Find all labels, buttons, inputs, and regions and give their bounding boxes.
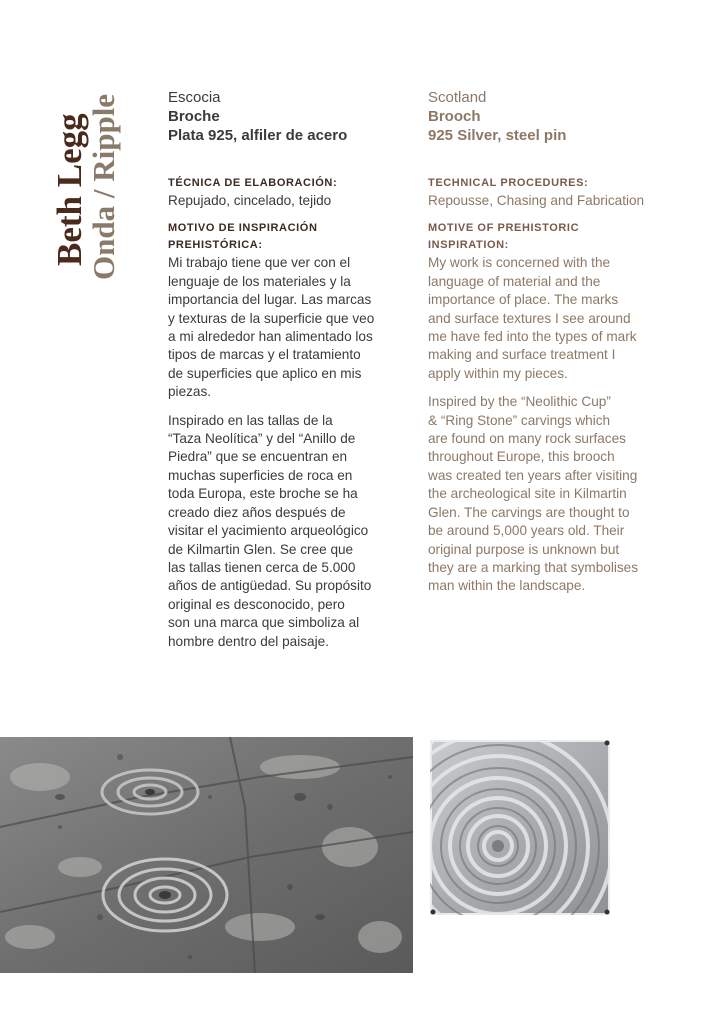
english-column [428,88,680,596]
text-line: son una marca que simboliza al [168,615,360,631]
motive-heading-es-1: MOTIVO DE INSPIRACIÓN [168,222,318,235]
text-line: creado diez años después de [168,504,346,520]
motive-heading-en-1: MOTIVE OF PREHISTORIC [428,222,580,235]
text-line: muchas superficies de roca en [168,467,353,483]
text-line: apply within my pieces. [428,365,568,381]
paragraph-en-2 [428,393,680,595]
text-line: Glen. The carvings are thought to [428,504,630,520]
text-line: man within the landscape. [428,578,586,594]
technique-en: Repousse, Chasing and Fabrication [428,193,645,208]
text-line: hombre dentro del paisaje. [168,633,329,649]
motive-heading-en-2: INSPIRATION: [428,239,509,252]
text-line: importance of place. The marks [428,292,619,308]
text-line: importancia del lugar. Las marcas [168,292,372,308]
text-line: original es desconocido, pero [168,596,345,612]
rock-carving-photo [0,737,413,973]
country-es: Escocia [168,89,221,106]
text-line: de Kilmartin Glen. Se cree que [168,541,354,557]
text-line: Inspirado en las tallas de la [168,412,333,428]
text-line: they are a marking that symbolises [428,559,639,575]
text-line: & “Ring Stone” carvings which [428,412,611,428]
vertical-title [48,86,122,286]
text-line: was created ten years after visiting [428,467,638,483]
text-line: Piedra” que se encuentran en [168,449,348,465]
text-line: making and surface treatment I [428,347,616,363]
text-line: language of material and the [428,273,601,289]
product-es: Broche [168,108,220,125]
material-es: Plata 925, alfiler de acero [168,127,348,144]
text-line: a mi alrededor han alimentado los [168,329,373,345]
text-line: original purpose is unknown but [428,541,620,557]
text-line: “Taza Neolítica” y del “Anillo de [168,431,356,447]
spanish-column [168,88,404,651]
paragraph-es-1 [168,254,404,401]
motive-heading-es-2: PREHISTÓRICA: [168,239,263,252]
technique-heading-es: TÉCNICA DE ELABORACIÓN: [168,177,338,189]
text-line: be around 5,000 years old. Their [428,523,625,539]
country-en: Scotland [428,89,487,106]
text-line: las tallas tienen cerca de 5.000 [168,559,356,575]
artwork-title: Onda / Ripple [86,93,121,280]
artist-name: Beth Legg [50,113,89,266]
text-line: y texturas de la superficie que veo [168,310,375,326]
text-line: tipos de marcas y el tratamiento [168,347,361,363]
text-line: My work is concerned with the [428,255,611,271]
text-line: Mi trabajo tiene que ver con el [168,255,351,271]
paragraph-en-1 [428,254,680,383]
text-line: toda Europa, este broche se ha [168,486,358,502]
text-line: me have fed into the types of mark [428,329,637,345]
material-en: 925 Silver, steel pin [428,127,567,144]
text-line: are found on many rock surfaces [428,431,626,447]
paragraph-es-2 [168,412,404,651]
text-line: Inspired by the “Neolithic Cup” [428,394,611,410]
text-line: the archeological site in Kilmartin [428,486,627,502]
brooch-photo [430,740,610,915]
text-line: throughout Europe, this brooch [428,449,615,465]
text-line: años de antigüedad. Su propósito [168,578,372,594]
text-line: and surface textures I see around [428,310,631,326]
technique-es: Repujado, cincelado, tejido [168,193,332,208]
text-line: piezas. [168,384,212,400]
product-en: Brooch [428,108,481,125]
technique-heading-en: TECHNICAL PROCEDURES: [428,177,589,189]
text-line: de superficies que aplico en mis [168,365,362,381]
text-line: lenguaje de los materiales y la [168,273,351,289]
text-line: visitar el yacimiento arqueológico [168,523,369,539]
